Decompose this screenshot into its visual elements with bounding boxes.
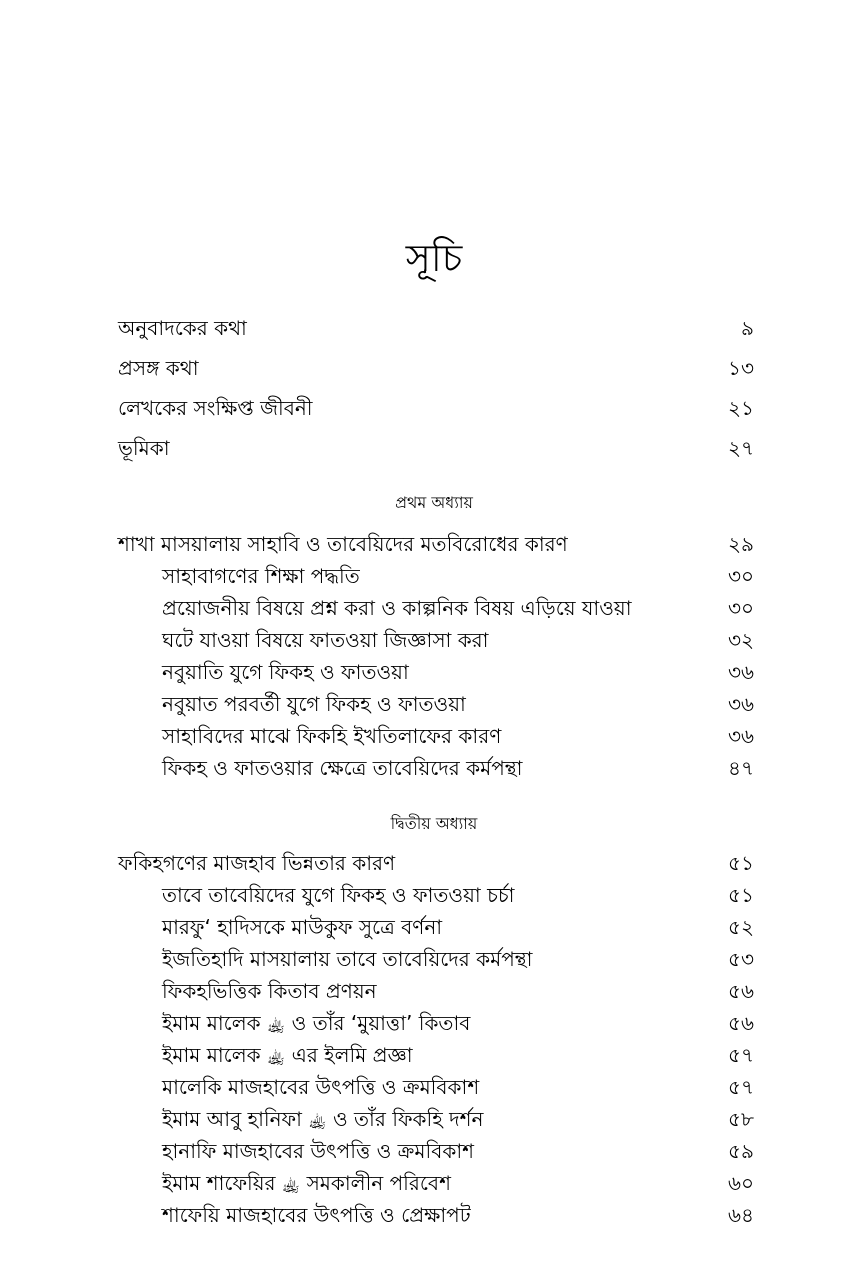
toc-entry-page: ৩২ <box>727 628 754 652</box>
page-title: সূচি <box>405 236 463 280</box>
toc-entry-label: ভূমিকা <box>118 436 170 460</box>
toc-entry-page: ৫৬ <box>728 1011 754 1035</box>
toc-entry-label: সাহাবিদের মাঝে ফিকহি ইখতিলাফের কারণ <box>162 724 502 748</box>
chapter-heading: প্রথম অধ্যায় <box>395 493 473 512</box>
toc-subentry <box>162 689 754 719</box>
toc-subentry <box>162 1072 754 1102</box>
toc-subentry <box>162 561 754 591</box>
toc-subentry <box>162 1136 754 1166</box>
toc-subentry <box>162 1168 754 1198</box>
toc-entry <box>118 353 754 383</box>
toc-entry-page: ৩৬ <box>727 724 754 748</box>
toc-subentry <box>162 657 754 687</box>
toc-entry-label: সাহাবাগণের শিক্ষা পদ্ধতি <box>162 564 360 588</box>
toc-entry-label: প্রয়োজনীয় বিষয়ে প্রশ্ন করা ও কাল্পনিক বিষয় এড়িয়ে যাওয়া <box>162 596 632 620</box>
toc-entry-page: ১৩ <box>728 356 754 380</box>
toc-entry-page: ৫১ <box>728 883 754 907</box>
toc-subentry <box>162 880 754 910</box>
toc-entry-page: ৫২ <box>728 915 754 939</box>
toc-entry-label: ফকিহগণের মাজহাব ভিন্নতার কারণ <box>118 851 396 875</box>
toc-entry-label: মারফু‘ হাদিসকে মাউকুফ সুত্রে বর্ণনা <box>162 915 443 939</box>
toc-entry-label: ইজতিহাদি মাসয়ালায় তাবে তাবেয়িদের কর্মপন্থা <box>162 947 533 971</box>
toc-subentry <box>162 721 754 751</box>
toc-entry-label: তাবে তাবেয়িদের যুগে ফিকহ ও ফাতওয়া চর্চা <box>162 883 515 907</box>
toc-entry-label: লেখকের সংক্ষিপ্ত জীবনী <box>118 396 313 420</box>
toc-entry <box>118 393 754 423</box>
chapter-heading: দ্বিতীয় অধ্যায় <box>390 814 478 833</box>
toc-subentry <box>162 912 754 942</box>
toc-entry-page: ৫৮ <box>728 1107 754 1131</box>
toc-entry-label: নবুয়াত পরবর্তী যুগে ফিকহ ও ফাতওয়া <box>162 692 466 716</box>
toc-entry-page: ৫৭ <box>728 1043 754 1067</box>
toc-entry-label: ইমাম মালেক ﵀ এর ইলমি প্রজ্ঞা <box>162 1043 413 1067</box>
toc-entry-page: ৩০ <box>727 564 754 588</box>
toc-entry-page: ২১ <box>728 396 754 420</box>
toc-subentry <box>162 753 754 783</box>
toc-entry-page: ৯ <box>741 316 754 340</box>
toc-entry-page: ৫১ <box>728 851 754 875</box>
toc-subentry <box>162 593 754 623</box>
toc-entry-page: ৬৪ <box>728 1203 754 1227</box>
toc-entry-page: ৩০ <box>727 596 754 620</box>
toc-entry-page: ৫৯ <box>728 1139 754 1163</box>
toc-entry-label: প্রসঙ্গ কথা <box>118 356 199 380</box>
toc-entry-page: ৩৬ <box>727 692 754 716</box>
toc-entry-page: ৫৭ <box>728 1075 754 1099</box>
toc-entry-page: ৩৬ <box>727 660 754 684</box>
toc-entry-label: ঘটে যাওয়া বিষয়ে ফাতওয়া জিজ্ঞাসা করা <box>162 628 489 652</box>
toc-entry-page: ২৯ <box>728 532 754 556</box>
toc-entry-page: ৬০ <box>727 1171 754 1195</box>
toc-subentry <box>162 1104 754 1134</box>
toc-entry-label: ফিকহ ও ফাতওয়ার ক্ষেত্রে তাবেয়িদের কর্মপন্থা <box>162 756 523 780</box>
toc-subentry <box>162 1008 754 1038</box>
toc-subentry <box>162 1040 754 1070</box>
toc-entry <box>118 313 754 343</box>
toc-subentry <box>162 625 754 655</box>
toc-entry-label: ইমাম আবু হানিফা ﵀ ও তাঁর ফিকহি দর্শন <box>162 1107 484 1131</box>
toc-entry-label: শাফেয়ি মাজহাবের উৎপত্তি ও প্রেক্ষাপট <box>162 1203 471 1227</box>
chapter-main-entry <box>118 848 754 878</box>
toc-entry-label: অনুবাদকের কথা <box>118 316 247 340</box>
toc-entry-page: ২৭ <box>727 436 754 460</box>
toc-entry-label: ফিকহভিত্তিক কিতাব প্রণয়ন <box>162 979 377 1003</box>
toc-subentry <box>162 1200 754 1230</box>
toc-entry-page: ৫৩ <box>728 947 754 971</box>
toc-entry-page: ৪৭ <box>728 756 754 780</box>
chapter-main-entry <box>118 529 754 559</box>
toc-entry-label: হানাফি মাজহাবের উৎপত্তি ও ক্রমবিকাশ <box>162 1139 474 1163</box>
toc-entry <box>118 433 754 463</box>
toc-subentry <box>162 976 754 1006</box>
toc-entry-label: নবুয়াতি যুগে ফিকহ ও ফাতওয়া <box>162 660 409 684</box>
toc-entry-label: শাখা মাসয়ালায় সাহাবি ও তাবেয়িদের মতবিরোধের কারণ <box>118 532 568 556</box>
toc-subentry <box>162 944 754 974</box>
toc-entry-page: ৫৬ <box>728 979 754 1003</box>
toc-entry-label: ইমাম মালেক ﵀ ও তাঁর ‘মুয়াত্তা’ কিতাব <box>162 1011 471 1035</box>
toc-entry-label: মালেকি মাজহাবের উৎপত্তি ও ক্রমবিকাশ <box>162 1075 480 1099</box>
toc-entry-label: ইমাম শাফেয়ির ﵀ সমকালীন পরিবেশ <box>162 1171 451 1195</box>
